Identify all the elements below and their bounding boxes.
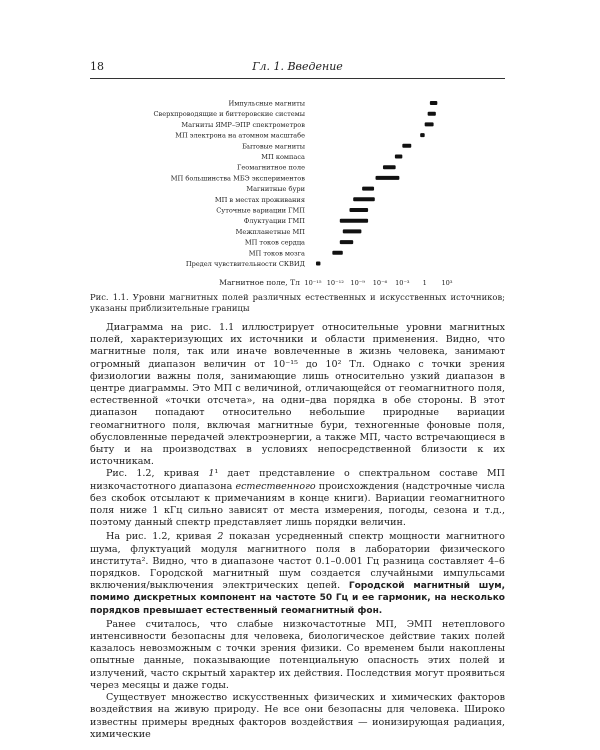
range-bar [353,197,375,201]
range-bar [402,144,411,148]
x-tick-label: 10⁻⁶ [372,279,388,288]
row-label: Межпланетные МП [235,227,305,236]
row-label: МП токов сердца [244,238,305,247]
row-label: Бытовые магниты [242,142,305,151]
row-label: Предел чувствительности СКВИД [185,260,305,268]
paragraph-4: Ранее считалось, что слабые низкочастотные МП, ЭМП нетеплового интенсивности безопасны для человека, биологическое действие таких полей казалось невозможным с точки зрения физики. Со временем были накоплены опытные данные, показывающие потенциальную опасность этих полей и излучений, часто скрытый характер их действия. Последствия могут проявиться через месяцы и даже годы. [90,618,505,691]
x-tick-label: 10⁻⁹ [350,279,365,288]
range-bar [425,122,434,126]
row-label: Сверхпроводящие и биттеровские системы [153,110,305,119]
x-tick-label: 10⁻¹⁵ [304,279,322,288]
row-label: Геомагнитное поле [236,163,305,172]
x-tick-label: 10⁻³ [395,279,410,288]
figure-1-1 [0,0,600,300]
range-bar [376,176,400,180]
body-text [90,322,505,741]
range-chart [0,0,600,300]
range-bar [428,112,436,116]
curve-1-label: 1 [208,468,215,480]
range-bar [395,155,402,159]
range-bar [340,240,353,244]
range-bar [343,229,362,233]
range-bar [430,101,437,105]
paragraph-5: Существует множество искусственных физических и химических факторов воздействия на живую природу. Не все они безопасны для человека. Широко известны примеры вредных факторов воздействия — ионизирующая радиация, химические [90,692,505,740]
row-label: Магниты ЯМР–ЭПР спектрометров [181,120,305,129]
row-label: МП токов мозга [248,249,305,258]
row-label: Суточные вариации ГМП [216,206,305,215]
page-number: 18 [90,60,104,73]
range-bar [340,219,368,223]
row-label: МП в местах проживания [214,195,305,204]
figure-caption: Рис. 1.1. Уровни магнитных полей различных естественных и искусственных источников; указаны приблизительные границы [90,292,505,313]
row-label: МП компаса [261,153,305,161]
running-title: Гл. 1. Введение [252,60,343,73]
range-bar [383,165,396,169]
paragraph-1: Диаграмма на рис. 1.1 иллюстрирует относительные уровни магнитных полей, характеризующих их источники и области применения. Видно, что магнитные поля, так или иначе вовлеченные в жизнь человека, занимают огромный диапазон величин от 10⁻¹⁵ до 10² Тл. Однако с точки зрения физиологии важны поля, занимающие лишь относительно узкий диапазон в центре диаграммы. Это МП с величиной, отличающейся от геомагнитного поля, естественной «точки отсчета», на одни–два порядка в обе стороны. В этот диапазон попадают относительно небольшие природные вариации геомагнитного поля, включая магнитные бури, техногенные фоновые поля, обусловленные передачей электроэнергии, а также МП, часто встречающиеся в быту и на производствах в условиях непосредственной близости к их источникам. [90,322,505,468]
x-tick-label: 1 [422,279,427,288]
paragraph-2: Рис. 1.2, кривая 1¹ дает представление о спектральном составе МП низкочастотного диапазона естественного происхождения (надстрочные числа без скобок отсылают к примечаниям в конце книги). Вариации геомагнитного поля ниже 1 кГц сильно зависят от места измерения, погоды, сезона и т.д., поэтому данный спектр представляет лишь порядки величин. [90,468,505,529]
row-label: Флуктуации ГМП [243,217,305,226]
x-axis-label: Магнитное поле, Тл [219,278,300,288]
row-label: Импульсные магниты [228,99,305,108]
range-bar [420,133,424,137]
range-bar [332,251,342,255]
range-bar [362,187,374,191]
row-label: Магнитные бури [246,185,305,194]
row-label: МП электрона на атомном масштабе [175,131,305,140]
x-tick-label: 10⁻¹² [326,279,344,288]
range-bar [316,262,320,266]
emphasis-natural: естественного [235,480,316,492]
row-label: МП большинства МБЭ экспериментов [170,174,305,183]
curve-2-label: 2 [217,531,224,543]
x-tick-label: 10³ [441,279,453,288]
bold-statement: Городской магнитный шум, помимо дискретных компонент на частоте 50 Гц и ее гармоник, на несколько порядков превышает естественный геомагнитный фон. [90,581,505,616]
paragraph-3: На рис. 1.2, кривая 2 показан усредненный спектр мощности магнитного шума, флуктуаций модуля магнитного поля в лаборатории физического института². Видно, что в диапазоне частот 0.1–0.001 Гц разница составляет 4–6 порядков. Городской магнитный шум создается случайными импульсами включения/выключения электрических цепей. Городской магнитный шум, помимо дискретных компонент на частоте 50 Гц и ее гармоник, на несколько порядков превышает естественный геомагнитный фон. [90,531,506,616]
range-bar [349,208,368,212]
